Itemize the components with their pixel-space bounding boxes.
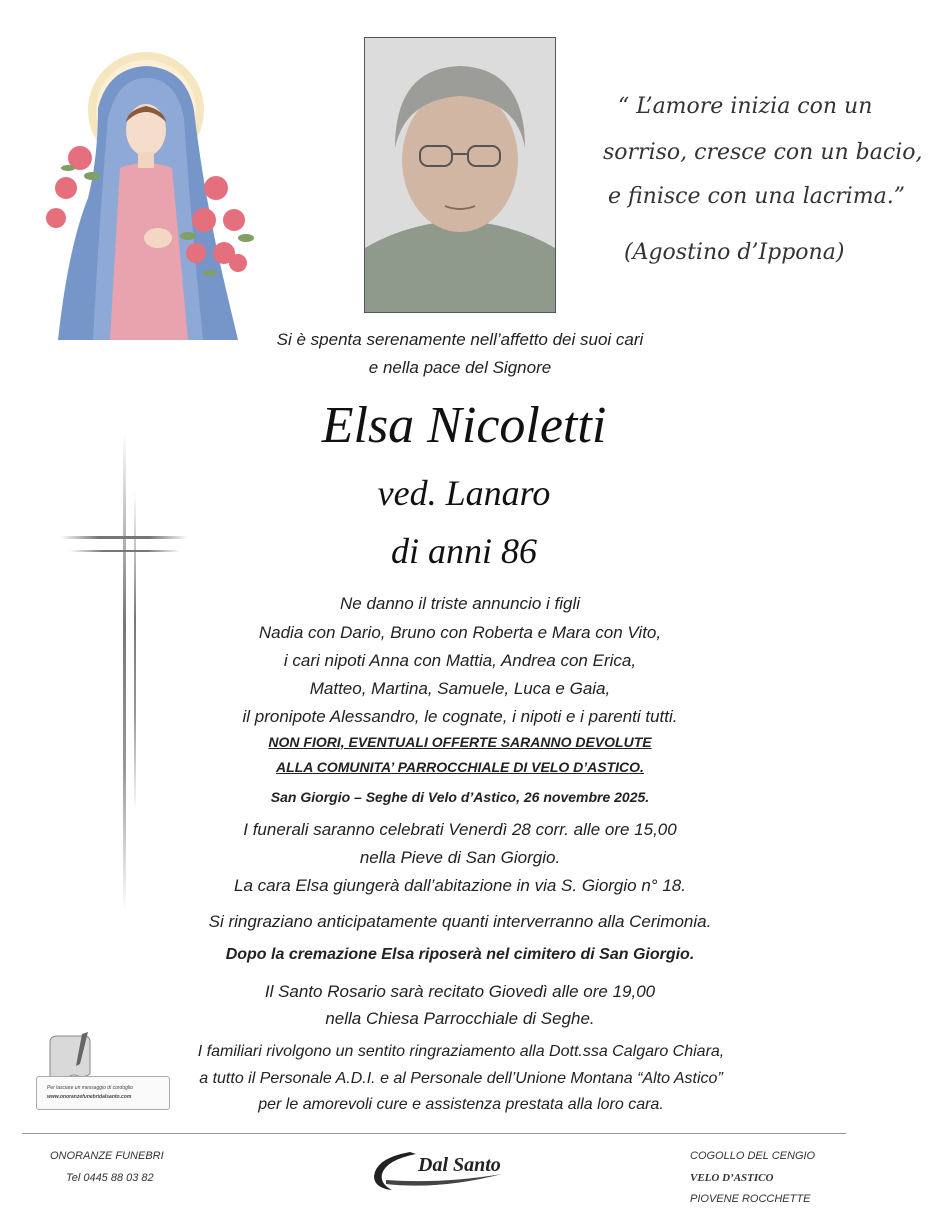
- footer-divider: [22, 1133, 846, 1134]
- deceased-name: Elsa Nicoletti: [321, 397, 607, 454]
- dal-santo-logo: [370, 1144, 510, 1194]
- footer-location-1: COGOLLO DEL CENGIO: [690, 1150, 816, 1162]
- footer-phone: Tel 0445 88 03 82: [66, 1172, 154, 1184]
- quote-line-2: sorriso, cresce con un bacio,: [603, 140, 923, 165]
- portrait-photo: [364, 37, 556, 313]
- footer-location-3: PIOVENE ROCCHETTE: [690, 1193, 811, 1205]
- footer-location-2: VELO D’ASTICO: [690, 1172, 774, 1184]
- announcement-line-2: Nadia con Dario, Bruno con Roberta e Mara con Vito,: [258, 623, 662, 642]
- condolence-url[interactable]: www.onoranzefunebridalsanto.com: [47, 1094, 132, 1100]
- madonna-image: [38, 48, 260, 340]
- family-thanks-line-3: per le amorevoli cure e assistenza prestata alla loro cara.: [258, 1096, 664, 1113]
- quote-line-1: “ L’amore inizia con un: [618, 94, 873, 119]
- funeral-line-1: I funerali saranno celebrati Venerdì 28 corr. alle ore 15,00: [243, 820, 677, 839]
- rosary-line-1: Il Santo Rosario sarà recitato Giovedì alle ore 19,00: [264, 982, 656, 1001]
- rosary-line-2: nella Chiesa Parrocchiale di Seghe.: [325, 1009, 595, 1028]
- condolence-card[interactable]: [36, 1076, 170, 1110]
- family-thanks-line-2: a tutto il Personale A.D.I. e al Personale dell’Unione Montana “Alto Astico”: [199, 1070, 723, 1087]
- footer-company-title: ONORANZE FUNEBRI: [50, 1150, 164, 1162]
- quote-line-3: e finisce con una lacrima.”: [608, 184, 905, 209]
- logo-text: Dal Santo: [418, 1154, 501, 1176]
- portrait-figure: [365, 38, 555, 312]
- scroll-icon: [44, 1034, 94, 1080]
- funeral-line-2: nella Pieve di San Giorgio.: [359, 848, 561, 867]
- intro-line-2: e nella pace del Signore: [368, 358, 552, 377]
- thanks-ceremony: Si ringraziano anticipatamente quanti interverranno alla Cerimonia.: [208, 912, 712, 931]
- quote-author: (Agostino d’Ippona): [624, 240, 845, 265]
- donation-notice-line-2: ALLA COMUNITA’ PARROCCHIALE DI VELO D’ASTICO.: [276, 759, 644, 775]
- age: di anni 86: [390, 531, 537, 571]
- donation-notice-line-1: NON FIORI, EVENTUALI OFFERTE SARANNO DEVOLUTE: [268, 734, 652, 750]
- funeral-line-3: La cara Elsa giungerà dall’abitazione in via S. Giorgio n° 18.: [234, 876, 686, 895]
- married-name: ved. Lanaro: [377, 473, 551, 513]
- family-thanks-line-1: I familiari rivolgono un sentito ringraziamento alla Dott.ssa Calgaro Chiara,: [197, 1043, 725, 1060]
- announcement-line-3: i cari nipoti Anna con Mattia, Andrea con Erica,: [283, 651, 637, 670]
- announcement-line-4: Matteo, Martina, Samuele, Luca e Gaia,: [309, 679, 611, 698]
- condolence-text: Per lasciare un messaggio di cordoglio: [47, 1085, 133, 1091]
- intro-line-1: Si è spenta serenamente nell’affetto dei suoi cari: [276, 330, 644, 349]
- announcement-line-5: il pronipote Alessandro, le cognate, i nipoti e i parenti tutti.: [242, 707, 678, 726]
- place-date: San Giorgio – Seghe di Velo d’Astico, 26 novembre 2025.: [270, 789, 650, 805]
- cremation-notice: Dopo la cremazione Elsa riposerà nel cimitero di San Giorgio.: [225, 946, 695, 963]
- announcement-line-1: Ne danno il triste annuncio i figli: [339, 594, 581, 613]
